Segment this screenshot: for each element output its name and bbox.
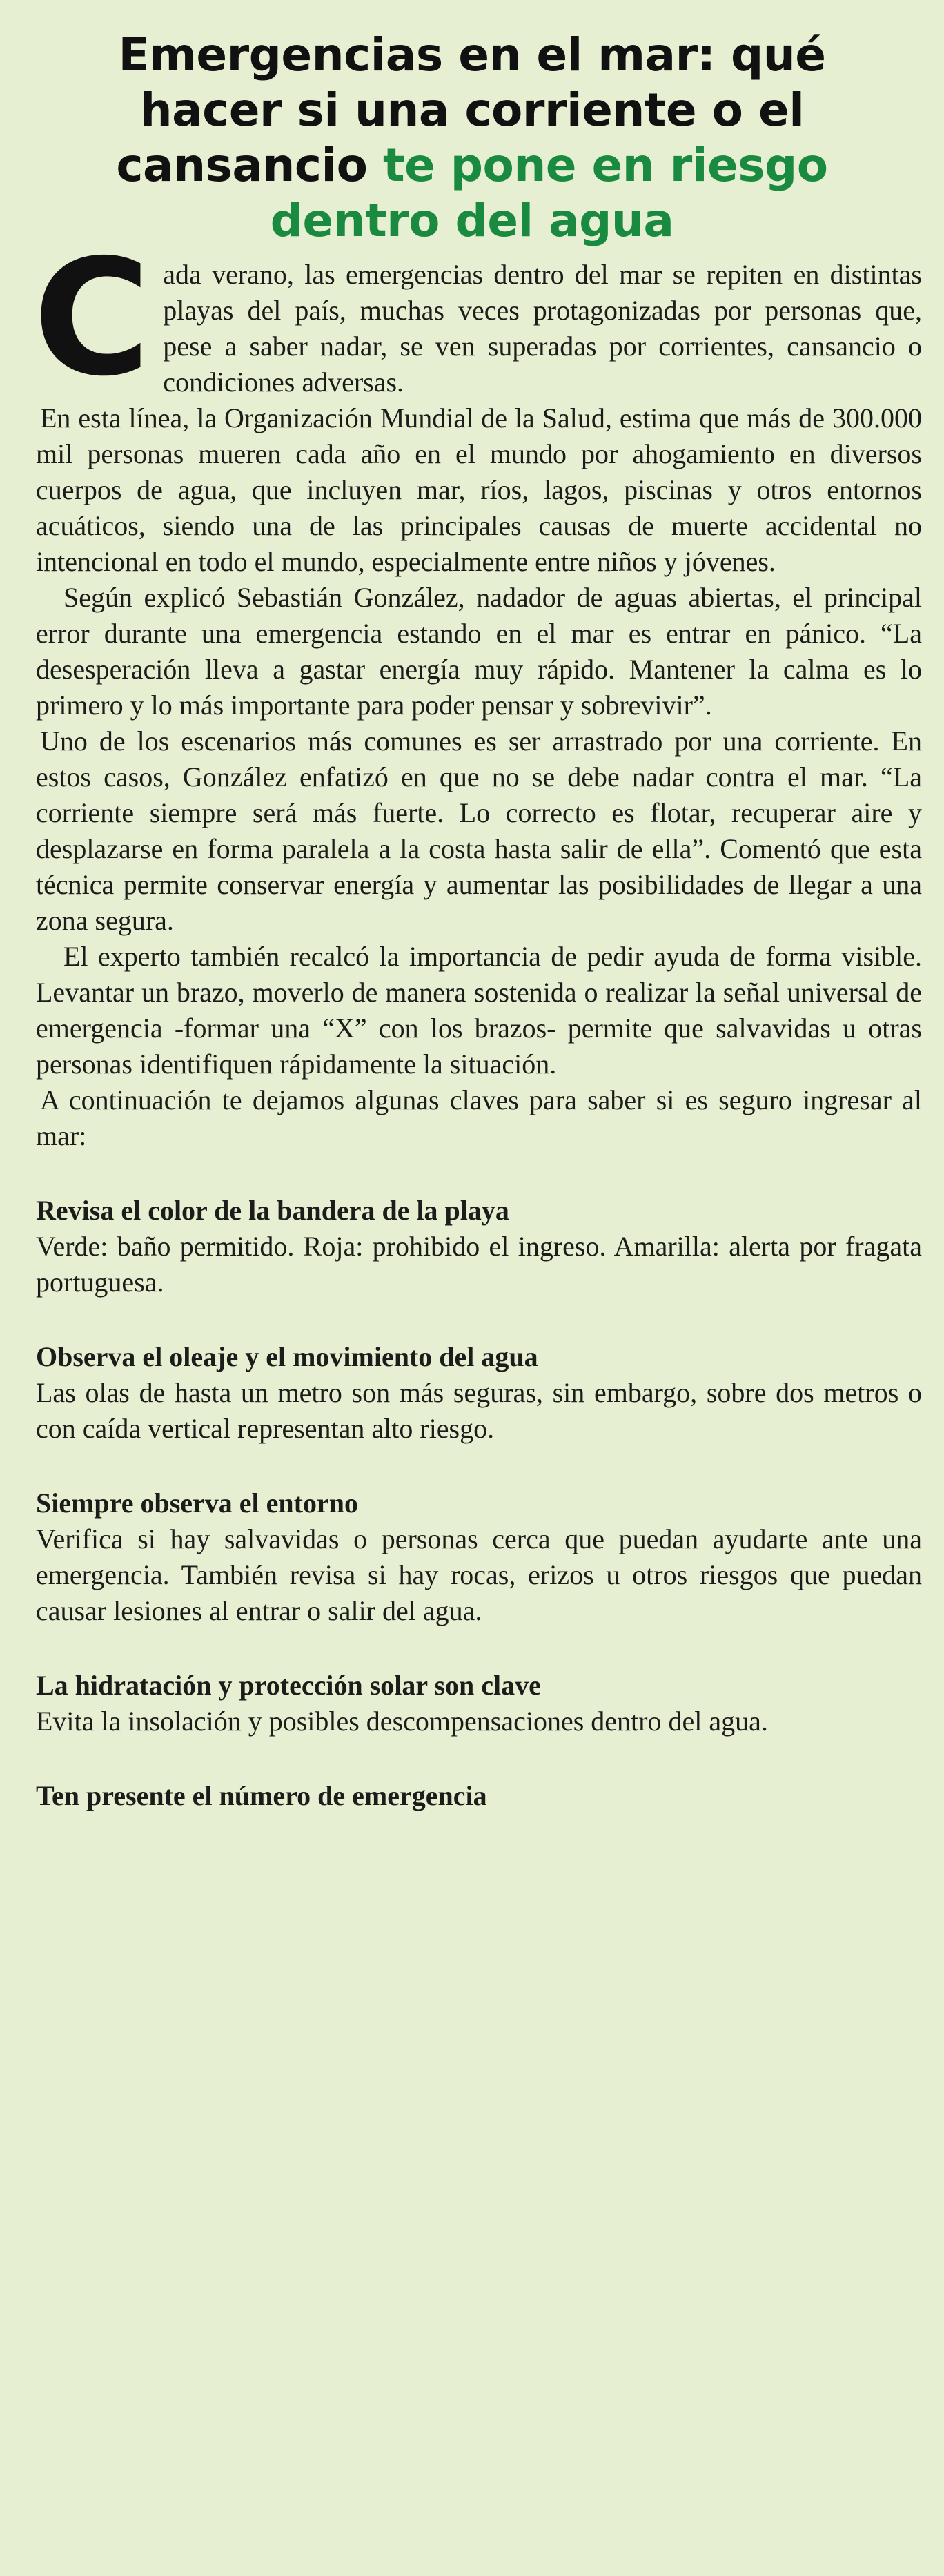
title-main: Emergencias en el mar: qué hacer si una corriente o el cansancio <box>116 28 826 192</box>
section-heading: Revisa el color de la bandera de la playa <box>36 1195 509 1226</box>
section-text: Verde: baño permitido. Roja: prohibido el ingreso. Amarilla: alerta por fragata portuguesa. <box>36 1231 922 1298</box>
section-heading: Siempre observa el entorno <box>36 1487 358 1519</box>
lead-text: ada verano, las emergencias dentro del mar se repiten en distintas playas del país, muchas veces protagonizadas por personas que, pese a saber nadar, se ven superadas por corrientes, cansancio o condiciones adversas. <box>163 259 922 398</box>
section-flag <box>36 1193 922 1300</box>
section-text: Verifica si hay salvavidas o personas cerca que puedan ayudarte ante una emergencia. También revisa si hay rocas, erizos u otros riesgos que puedan causar lesiones al entrar o salir del agua. <box>36 1523 922 1626</box>
paragraph-gonzalez-panic: Según explicó Sebastián González, nadador de aguas abiertas, el principal error durante una emergencia estando en el mar es entrar en pánico. “La desesperación lleva a gastar energía muy rápido. Mantener la calma es lo primero y lo más importante para poder pensar y sobrevivir”. <box>36 582 922 721</box>
article-body <box>33 225 922 1814</box>
paragraph-keys-intro: A continuación te dejamos algunas claves para saber si es seguro ingresar al mar: <box>36 1084 922 1151</box>
title-highlight: te pone en riesgo dentro del agua <box>270 139 828 247</box>
paragraph-current: Uno de los escenarios más comunes es ser arrastrado por una corriente. En estos casos, González enfatizó en que no se debe nadar contra el mar. “La corriente siempre será más fuerte. Lo correcto es flotar, recuperar aire y desplazarse en forma paralela a la costa hasta salir de ella”. Comentó que esta técnica permite conservar energía y aumentar las posibilidades de llegar a una zona segura. <box>36 725 922 936</box>
paragraph-help-signal: El experto también recalcó la importancia de pedir ayuda de forma visible. Levantar un brazo, moverlo de manera sostenida o realizar la señal universal de emergencia -formar una “X” con los brazos- permite que salvavidas u otras personas identifiquen rápidamente la situación. <box>36 941 922 1080</box>
drop-cap: C <box>33 225 151 411</box>
section-surroundings <box>36 1485 922 1629</box>
section-heading: Ten presente el número de emergencia <box>36 1780 487 1811</box>
lead-paragraph <box>33 225 922 411</box>
section-waves <box>36 1339 922 1447</box>
paragraph-oms: En esta línea, la Organización Mundial de la Salud, estima que más de 300.000 mil personas mueren cada año en el mundo por ahogamiento en diversos cuerpos de agua, que incluyen mar, ríos, lagos, piscinas y otros entornos acuáticos, siendo una de las principales causas de muerte accidental no intencional en todo el mundo, especialmente entre niños y jóvenes. <box>36 402 922 577</box>
section-heading: Observa el oleaje y el movimiento del agua <box>36 1341 538 1372</box>
section-heading: La hidratación y protección solar son clave <box>36 1670 541 1701</box>
section-hydration <box>36 1668 922 1739</box>
section-text: Evita la insolación y posibles descompensaciones dentro del agua. <box>36 1706 768 1737</box>
article-title <box>41 28 903 248</box>
section-text: Las olas de hasta un metro son más seguras, sin embargo, sobre dos metros o con caída vertical representan alto riesgo. <box>36 1377 922 1444</box>
section-emergency-number <box>36 1778 922 1814</box>
